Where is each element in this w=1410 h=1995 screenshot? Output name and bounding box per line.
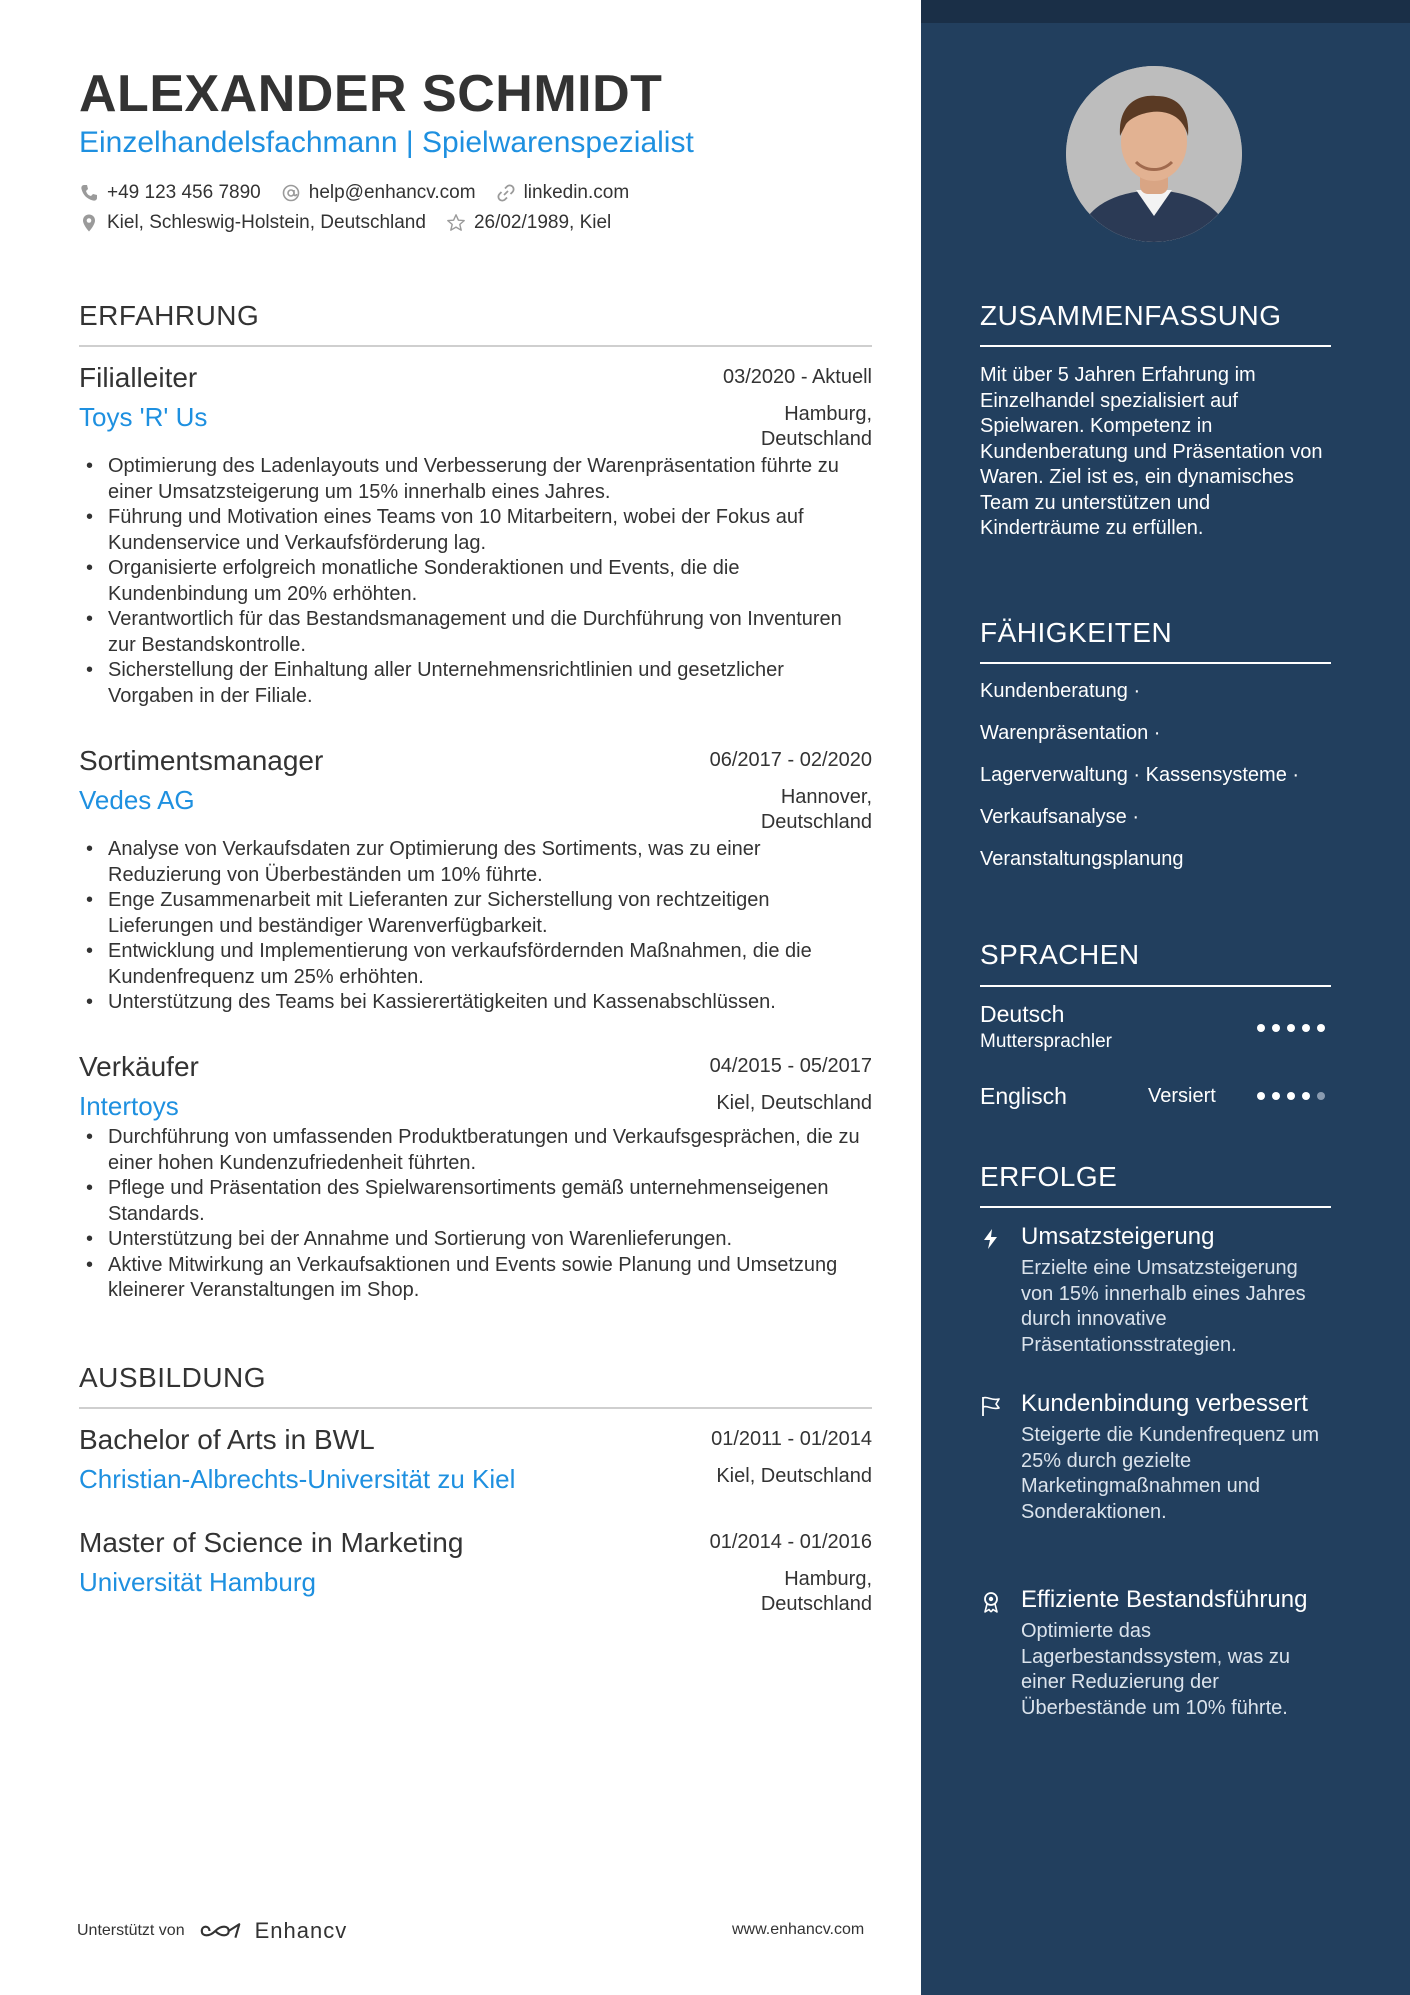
rating-dot: [1287, 1092, 1295, 1100]
rating-dot: [1272, 1092, 1280, 1100]
job-date: 04/2015 - 05/2017: [709, 1055, 872, 1077]
contact-row-1: [79, 182, 649, 204]
skill-label: Verkaufsanalyse: [980, 806, 1127, 828]
job-location-line: Deutschland: [760, 811, 872, 833]
job-location-line: Hamburg,: [784, 403, 872, 425]
bullet-item: • Durchführung von umfassenden Produktberatungen und Verkaufsgesprächen, die zu einer hohen Kundenzufriedenheit führten.: [79, 1125, 872, 1176]
summary-text: Mit über 5 Jahren Erfahrung im Einzelhandel spezialisiert auf Spielwaren. Kompetenz in Kundenberatung und Präsentation von Waren. Ziel ist es, ein dynamisches Team zu unterstützen und Kinderträume zu erfüllen.: [980, 364, 1323, 539]
contact-row-2: [79, 212, 631, 234]
link-icon: [496, 183, 516, 203]
education-location: [761, 1567, 872, 1617]
achievement-title: Effiziente Bestandsführung: [1021, 1586, 1308, 1613]
job-location-line: Hannover,: [780, 786, 872, 808]
job-location: [716, 1091, 872, 1116]
education-location-line: Deutschland: [760, 1593, 872, 1615]
achievement-text: Optimierte das Lagerbestandssystem, was zu einer Reduzierung der Überbestände um 10% führte.: [1021, 1620, 1291, 1719]
skill-item: [980, 848, 1184, 871]
job-title: Filialleiter: [79, 362, 198, 393]
phone-icon: [79, 183, 99, 203]
email-text: help@enhancv.com: [308, 182, 476, 203]
job-company: Toys 'R' Us: [79, 402, 208, 432]
languages-rule: [980, 985, 1331, 987]
education-entry: [79, 1527, 872, 1619]
job-entry: [79, 745, 872, 1016]
achievements-rule: [980, 1206, 1331, 1208]
bullet-item: • Pflege und Präsentation des Spielwarensortiments gemäß unternehmenseigenen Standards.: [79, 1176, 872, 1227]
contact-email[interactable]: [281, 182, 476, 204]
job-entry: [79, 1051, 872, 1304]
rating-dot: [1302, 1024, 1310, 1032]
achievement-text: Steigerte die Kundenfrequenz um 25% durch gezielte Marketingmaßnahmen und Sonderaktionen.: [1021, 1424, 1319, 1523]
experience-rule: [79, 345, 872, 347]
summary-rule: [980, 345, 1331, 347]
job-title: Verkäufer: [79, 1051, 199, 1082]
enhancv-logo-icon: [197, 1919, 245, 1943]
contact-birth: [446, 212, 611, 234]
summary-heading: ZUSAMMENFASSUNG: [980, 300, 1282, 331]
job-date: 03/2020 - Aktuell: [723, 366, 872, 388]
birth-text: 26/02/1989, Kiel: [473, 212, 612, 233]
education-rule: [79, 1407, 872, 1409]
experience-heading: ERFAHRUNG: [79, 300, 260, 331]
job-bullets: [79, 454, 872, 709]
rating-dot: [1302, 1092, 1310, 1100]
award-icon: [980, 1591, 1002, 1613]
skill-item: Kundenberatung ·: [980, 680, 1141, 702]
skill-label: Warenpräsentation: [980, 722, 1149, 744]
job-title: Sortimentsmanager: [79, 745, 324, 776]
skill-label: Kundenberatung: [980, 680, 1128, 702]
bullet-item: • Unterstützung bei der Annahme und Sortierung von Warenlieferungen.: [79, 1227, 872, 1253]
bullet-item: • Sicherstellung der Einhaltung aller Unternehmensrichtlinien und gesetzlicher Vorgaben in der Filiale.: [79, 658, 872, 709]
skill-label: Kassensysteme: [1145, 764, 1287, 786]
job-bullets: [79, 837, 872, 1016]
bullet-item: • Enge Zusammenarbeit mit Lieferanten zur Sicherstellung von rechtzeitigen Lieferungen und beständiger Warenverfügbarkeit.: [79, 888, 872, 939]
bullet-item: • Organisierte erfolgreich monatliche Sonderaktionen und Events, die die Kundenbindung um 20% erhöhten.: [79, 556, 872, 607]
language-name: Deutsch: [980, 1001, 1065, 1027]
skills-heading: FÄHIGKEITEN: [980, 617, 1173, 648]
skills-rule: [980, 662, 1331, 664]
bullet-item: • Verantwortlich für das Bestandsmanagement und die Durchführung von Inventuren zur Bestandskontrolle.: [79, 607, 872, 658]
language-name: Englisch: [980, 1083, 1067, 1109]
job-location: [761, 402, 872, 452]
achievement-title: Umsatzsteigerung: [1021, 1223, 1215, 1250]
rating-dot: [1287, 1024, 1295, 1032]
education-date: 01/2014 - 01/2016: [709, 1531, 872, 1553]
linkedin-text: linkedin.com: [523, 182, 630, 203]
rating-dot: [1272, 1024, 1280, 1032]
education-degree: Bachelor of Arts in BWL: [79, 1424, 375, 1455]
skill-item: Verkaufsanalyse ·: [980, 806, 1139, 828]
bullet-item: • Entwicklung und Implementierung von verkaufsfördernden Maßnahmen, die die Kundenfrequenz um 25% erhöhten.: [79, 939, 872, 990]
skill-label: Veranstaltungsplanung: [980, 848, 1184, 870]
skill-item: Lagerverwaltung · Kassensysteme ·: [980, 764, 1300, 786]
skill-item: Warenpräsentation ·: [980, 722, 1161, 744]
rating-dot: [1257, 1092, 1265, 1100]
job-location-line: Deutschland: [760, 428, 872, 450]
education-location: [716, 1464, 872, 1489]
avatar: [1066, 66, 1242, 242]
bullet-item: • Unterstützung des Teams bei Kassierertätigkeiten und Kassenabschlüssen.: [79, 990, 872, 1016]
footer-branding[interactable]: [77, 1918, 347, 1944]
language-rating: [1250, 1092, 1325, 1100]
flag-icon: [980, 1395, 1002, 1417]
language-rating: [1250, 1024, 1325, 1032]
location-text: Kiel, Schleswig-Holstein, Deutschland: [107, 212, 426, 233]
achievement-item: [980, 1222, 1331, 1358]
achievement-item: [980, 1585, 1331, 1721]
achievement-text: Erzielte eine Umsatzsteigerung von 15% innerhalb eines Jahres durch innovative Präsentationsstrategien.: [1021, 1257, 1306, 1356]
candidate-name: ALEXANDER SCHMIDT: [79, 65, 663, 123]
contact-location: [79, 212, 426, 234]
achievement-title: Kundenbindung verbessert: [1021, 1390, 1308, 1417]
star-icon: [446, 213, 466, 233]
job-company: Vedes AG: [79, 785, 195, 815]
sidebar-top-bar: [921, 0, 1410, 23]
job-bullets: [79, 1125, 872, 1304]
job-entry: [79, 362, 872, 709]
job-company: Intertoys: [79, 1091, 179, 1121]
contact-phone[interactable]: [79, 182, 261, 204]
rating-dot: [1257, 1024, 1265, 1032]
lightning-icon: [980, 1228, 1002, 1250]
profile-photo: [1066, 66, 1242, 242]
bullet-item: • Aktive Mitwirkung an Verkaufsaktionen und Events sowie Planung und Umsetzung kleinerer Veranstaltungen im Shop.: [79, 1253, 872, 1304]
location-pin-icon: [79, 213, 99, 233]
education-entry: [79, 1424, 872, 1494]
rating-dot: [1317, 1092, 1325, 1100]
phone-text: +49 123 456 7890: [107, 182, 261, 203]
footer-website[interactable]: www.enhancv.com: [732, 1921, 865, 1938]
skill-label: Lagerverwaltung: [980, 764, 1128, 786]
education-school: Christian-Albrechts-Universität zu Kiel: [79, 1464, 516, 1494]
contact-linkedin[interactable]: [496, 182, 630, 204]
language-level: Versiert: [1148, 1085, 1216, 1107]
education-school: Universität Hamburg: [79, 1567, 316, 1597]
achievement-item: [980, 1389, 1331, 1525]
job-location-line: Kiel, Deutschland: [716, 1092, 872, 1114]
candidate-title: Einzelhandelsfachmann | Spielwarenspezialist: [79, 126, 694, 159]
bullet-item: • Führung und Motivation eines Teams von 10 Mitarbeitern, wobei der Fokus auf Kundenservice und Verkaufsförderung lag.: [79, 505, 872, 556]
job-date: 06/2017 - 02/2020: [709, 749, 872, 771]
job-location: [761, 785, 872, 835]
at-icon: [281, 183, 301, 203]
bullet-item: • Optimierung des Ladenlayouts und Verbesserung der Warenpräsentation führte zu einer Umsatzsteigerung um 15% innerhalb eines Jahres.: [79, 454, 872, 505]
language-level: Muttersprachler: [980, 1031, 1112, 1052]
education-heading: AUSBILDUNG: [79, 1362, 267, 1393]
powered-by-label: Unterstützt von: [77, 1922, 185, 1939]
education-location-line: Kiel, Deutschland: [716, 1465, 872, 1487]
rating-dot: [1317, 1024, 1325, 1032]
education-date: 01/2011 - 01/2014: [711, 1428, 872, 1450]
languages-heading: SPRACHEN: [980, 939, 1140, 970]
achievements-heading: ERFOLGE: [980, 1161, 1118, 1192]
education-location-line: Hamburg,: [784, 1568, 872, 1590]
bullet-item: • Analyse von Verkaufsdaten zur Optimierung des Sortiments, was zu einer Reduzierung von Überbeständen um 10% führte.: [79, 837, 872, 888]
education-degree: Master of Science in Marketing: [79, 1527, 464, 1558]
enhancv-brand: Enhancv: [254, 1918, 348, 1943]
